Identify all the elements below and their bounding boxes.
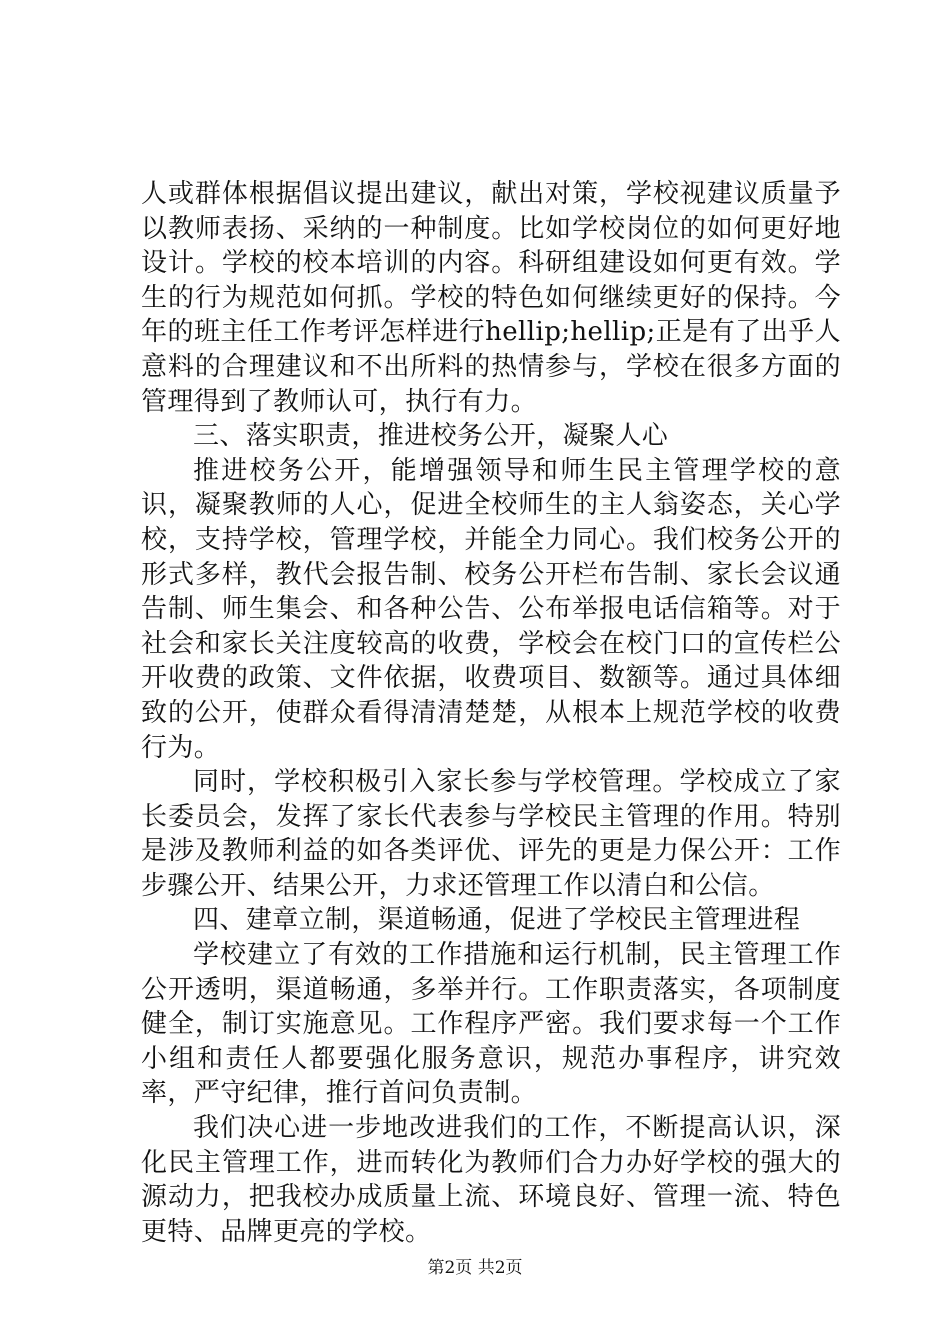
paragraph-continuation: 人或群体根据倡议提出建议，献出对策，学校视建议质量予以教师表扬、采纳的一种制度。比如学校岗位的如何更好地设计。学校的校本培训的内容。科研组建设如何更有效。学生的行为规范如何抓。学校的特色如何继续更好的保持。今年的班主任工作考评怎样进行hellip;hellip;正是有了出乎人意料的合理建议和不出所料的热情参与，学校在很多方面的管理得到了教师认可，执行有力。 [141, 179, 841, 417]
document-body [141, 177, 841, 1249]
section-heading-three: 三、落实职责，推进校务公开，凝聚人心 [193, 421, 669, 452]
paragraph-conclusion: 我们决心进一步地改进我们的工作，不断提高认识，深化民主管理工作，进而转化为教师们合力办好学校的强大的源动力，把我校办成质量上流、环境良好、管理一流、特色更特、品牌更亮的学校。 [141, 1113, 841, 1247]
paragraph-school-affairs-openness: 推进校务公开，能增强领导和师生民主管理学校的意识，凝聚教师的人心，促进全校师生的主人翁姿态，关心学校，支持学校，管理学校，并能全力同心。我们校务公开的形式多样，教代会报告制、校务公开栏布告制、家长会议通告制、师生集会、和各种公告、公布举报电话信箱等。对于社会和家长关注度较高的收费，学校会在校门口的宣传栏公开收费的政策、文件依据，收费项目、数额等。通过具体细致的公开，使群众看得清清楚楚，从根本上规范学校的收费行为。 [141, 455, 841, 763]
page-number-footer: 第2页 共2页 [427, 1258, 523, 1278]
paragraph-work-mechanism: 学校建立了有效的工作措施和运行机制，民主管理工作公开透明，渠道畅通，多举并行。工作职责落实，各项制度健全，制订实施意见。工作程序严密。我们要求每一个工作小组和责任人都要强化服务意识，规范办事程序，讲究效率，严守纪律，推行首问负责制。 [141, 940, 841, 1109]
paragraph-parent-participation: 同时，学校积极引入家长参与学校管理。学校成立了家长委员会，发挥了家长代表参与学校民主管理的作用。特别是涉及教师利益的如各类评优、评先的更是力保公开：工作步骤公开、结果公开，力求还管理工作以清白和公信。 [141, 767, 841, 901]
section-heading-four: 四、建章立制，渠道畅通，促进了学校民主管理进程 [193, 905, 801, 936]
